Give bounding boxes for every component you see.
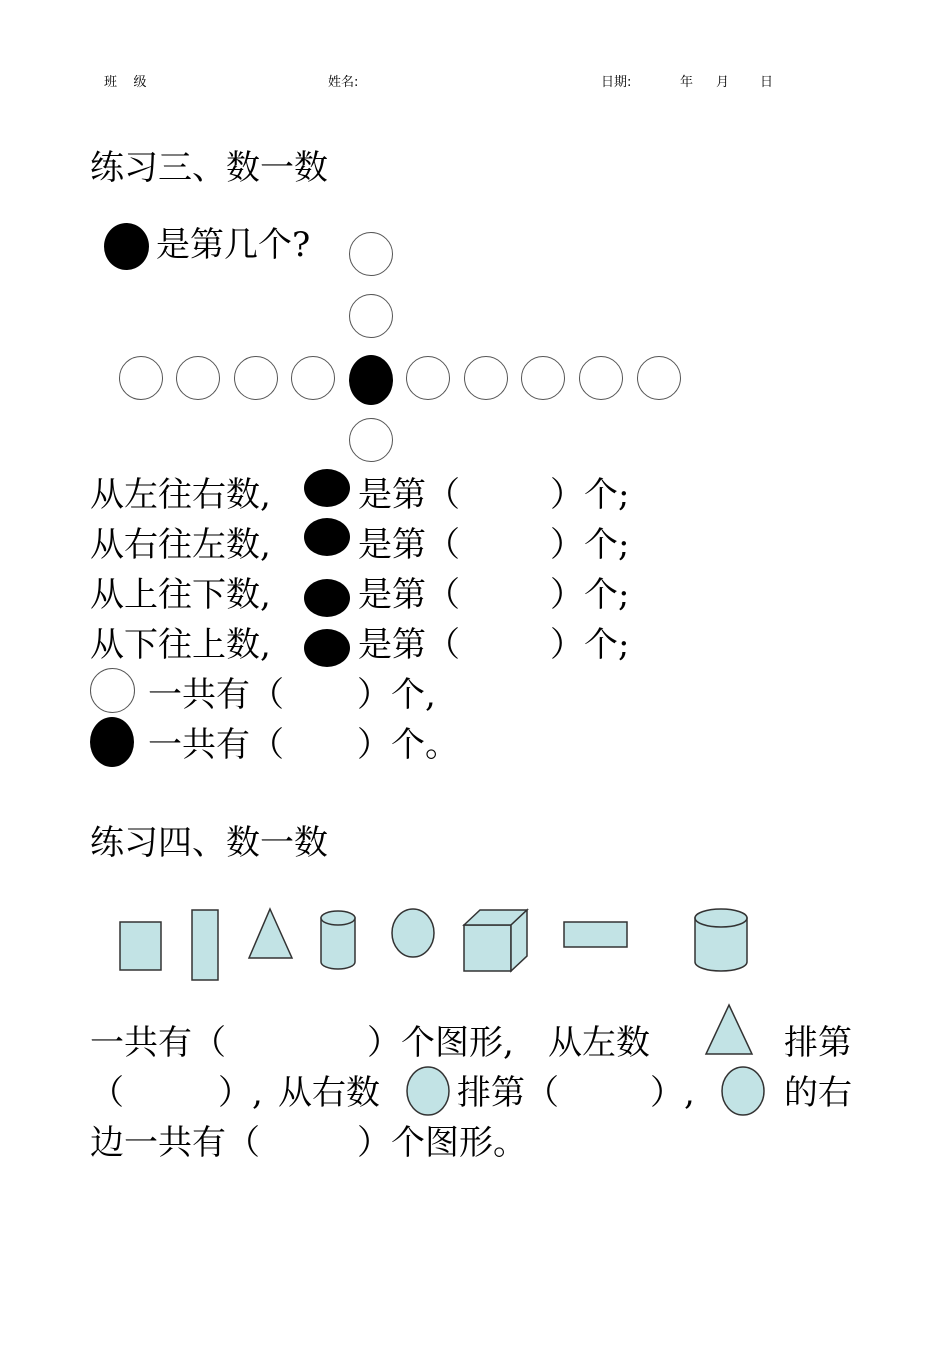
count-white-end: ）个,	[357, 675, 436, 715]
count-white-text: 一共有（	[148, 675, 284, 715]
triangle-icon	[249, 909, 292, 958]
circle-shape-icon	[392, 909, 434, 957]
name-label: 姓名:	[328, 75, 359, 90]
triangle-icon	[704, 1002, 754, 1056]
year-label: 年	[680, 75, 694, 90]
small-cylinder-icon	[321, 911, 355, 969]
ex4-line2-f: 的右	[784, 1073, 852, 1113]
class-label: 班 级	[104, 75, 147, 90]
ex4-line3-b: ）个图形。	[357, 1123, 527, 1163]
tall-rectangle-icon	[192, 910, 218, 980]
ex4-line1-c: 从左数	[548, 1023, 650, 1063]
circle-shape-icon	[720, 1065, 766, 1117]
ex4-line1-b: ）个图形,	[367, 1023, 514, 1063]
ex4-line2-e: ）,	[650, 1073, 695, 1113]
ex4-line1-a: 一共有（	[90, 1023, 226, 1063]
month-label: 月	[716, 75, 730, 90]
line-mid: 是第（	[358, 525, 460, 565]
line-right-to-left: 从右往左数,	[90, 525, 271, 565]
line-end: ）个;	[550, 525, 630, 565]
square-icon	[120, 922, 161, 970]
ex4-line2-b: ）,	[218, 1073, 263, 1113]
line-bottom-to-top: 从下往上数,	[90, 625, 271, 665]
line-left-to-right: 从左往右数,	[90, 475, 271, 515]
question-text: 是第几个?	[156, 225, 311, 265]
date-label: 日期:	[601, 75, 632, 90]
ex4-line2-d: 排第（	[457, 1073, 559, 1113]
ex4-line1-d: 排第	[784, 1023, 852, 1063]
line-end: ）个;	[550, 625, 630, 665]
count-black-end: ）个。	[357, 725, 459, 765]
exercise-3-title: 练习三、数一数	[90, 148, 328, 188]
ex4-line2-c: 从右数	[278, 1073, 380, 1113]
line-end: ）个;	[550, 575, 630, 615]
ex4-line2-a: （	[90, 1073, 124, 1113]
exercise-4-title: 练习四、数一数	[90, 823, 328, 863]
line-mid: 是第（	[358, 475, 460, 515]
line-top-to-bottom: 从上往下数,	[90, 575, 271, 615]
flat-rectangle-icon	[564, 922, 627, 947]
ex4-line3-a: 边一共有（	[90, 1123, 260, 1163]
circle-shape-icon	[405, 1065, 451, 1117]
line-mid: 是第（	[358, 625, 460, 665]
cube-icon	[464, 910, 527, 971]
count-black-text: 一共有（	[148, 725, 284, 765]
line-mid: 是第（	[358, 575, 460, 615]
line-end: ）个;	[550, 475, 630, 515]
day-label: 日	[760, 75, 774, 90]
large-cylinder-icon	[695, 909, 747, 971]
